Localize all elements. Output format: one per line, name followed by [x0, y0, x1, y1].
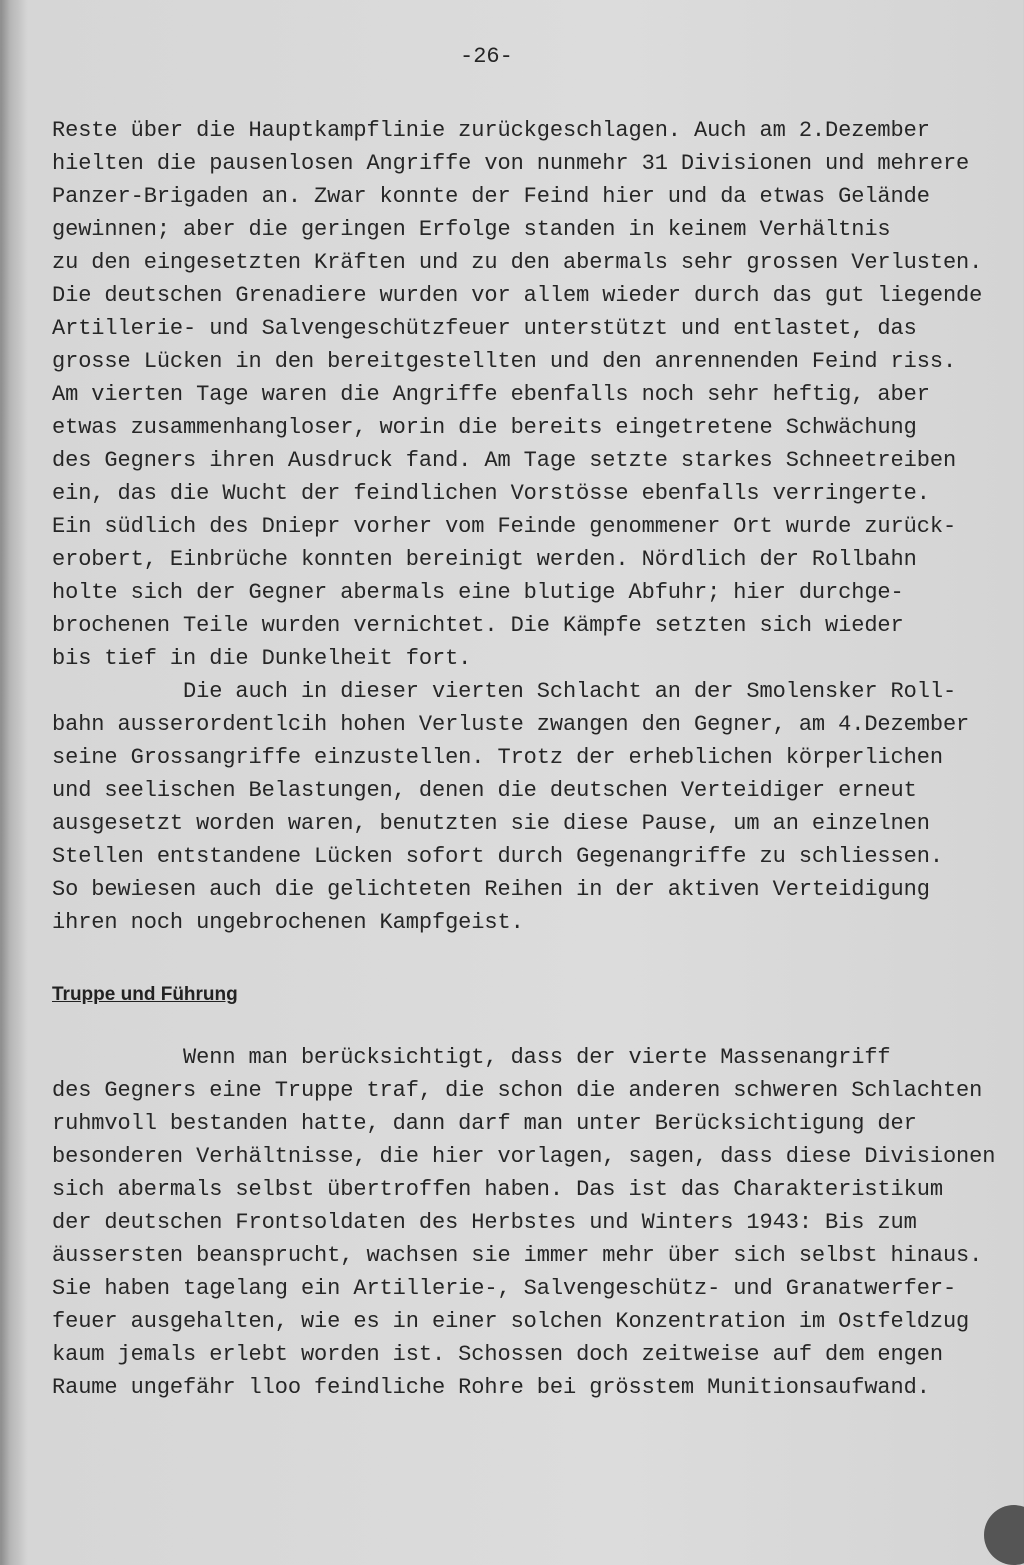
text-line: besonderen Verhältnisse, die hier vorlagen, sagen, dass diese Divisionen: [52, 1144, 996, 1169]
text-line: Reste über die Hauptkampflinie zurückgeschlagen. Auch am 2.Dezember: [52, 118, 930, 143]
text-line: bahn ausserordentlcih hohen Verluste zwangen den Gegner, am 4.Dezember: [52, 712, 970, 737]
text-line: äussersten beansprucht, wachsen sie immer mehr über sich selbst hinaus.: [52, 1243, 983, 1268]
section-heading: Truppe und Führung: [52, 984, 238, 1005]
text-line: gewinnen; aber die geringen Erfolge standen in keinem Verhältnis: [52, 217, 891, 242]
text-line: Die deutschen Grenadiere wurden vor allem wieder durch das gut liegende: [52, 283, 983, 308]
text-line: des Gegners eine Truppe traf, die schon die anderen schweren Schlachten: [52, 1078, 983, 1103]
text-line: Panzer-Brigaden an. Zwar konnte der Feind hier und da etwas Gelände: [52, 184, 930, 209]
text-line: Ein südlich des Dniepr vorher vom Feinde genommener Ort wurde zurück-: [52, 514, 957, 539]
text-line: ruhmvoll bestanden hatte, dann darf man unter Berücksichtigung der: [52, 1111, 917, 1136]
text-line: Am vierten Tage waren die Angriffe ebenfalls noch sehr heftig, aber: [52, 382, 930, 407]
text-line: brochenen Teile wurden vernichtet. Die Kämpfe setzten sich wieder: [52, 613, 904, 638]
page-number: -26-: [460, 44, 513, 69]
text-line: Raume ungefähr lloo feindliche Rohre bei grösstem Munitionsaufwand.: [52, 1375, 930, 1400]
text-line: der deutschen Frontsoldaten des Herbstes und Winters 1943: Bis zum: [52, 1210, 917, 1235]
text-line: Sie haben tagelang ein Artillerie-, Salvengeschütz- und Granatwerfer-: [52, 1276, 957, 1301]
text-line: Wenn man berücksichtigt, dass der vierte Massenangriff: [52, 1045, 891, 1070]
text-line: grosse Lücken in den bereitgestellten und den anrennenden Feind riss.: [52, 349, 957, 374]
text-line: erobert, Einbrüche konnten bereinigt werden. Nördlich der Rollbahn: [52, 547, 917, 572]
text-line: Artillerie- und Salvengeschützfeuer unterstützt und entlastet, das: [52, 316, 917, 341]
text-line: hielten die pausenlosen Angriffe von nunmehr 31 Divisionen und mehrere: [52, 151, 970, 176]
text-line: bis tief in die Dunkelheit fort.: [52, 646, 472, 671]
text-line: etwas zusammenhangloser, worin die bereits eingetretene Schwächung: [52, 415, 917, 440]
text-line: und seelischen Belastungen, denen die deutschen Verteidiger erneut: [52, 778, 917, 803]
text-line: des Gegners ihren Ausdruck fand. Am Tage setzte starkes Schneetreiben: [52, 448, 957, 473]
text-line: Die auch in dieser vierten Schlacht an der Smolensker Roll-: [52, 679, 957, 704]
text-line: feuer ausgehalten, wie es in einer solchen Konzentration im Ostfeldzug: [52, 1309, 970, 1334]
text-line: sich abermals selbst übertroffen haben. Das ist das Charakteristikum: [52, 1177, 943, 1202]
text-line: So bewiesen auch die gelichteten Reihen in der aktiven Verteidigung: [52, 877, 930, 902]
text-line: ihren noch ungebrochenen Kampfgeist.: [52, 910, 524, 935]
text-line: zu den eingesetzten Kräften und zu den abermals sehr grossen Verlusten.: [52, 250, 983, 275]
text-line: Stellen entstandene Lücken sofort durch Gegenangriffe zu schliessen.: [52, 844, 943, 869]
text-line: kaum jemals erlebt worden ist. Schossen doch zeitweise auf dem engen: [52, 1342, 943, 1367]
text-line: ausgesetzt worden waren, benutzten sie diese Pause, um an einzelnen: [52, 811, 930, 836]
page-corner-shadow: [984, 1505, 1024, 1565]
text-line: seine Grossangriffe einzustellen. Trotz der erheblichen körperlichen: [52, 745, 943, 770]
text-line: ein, das die Wucht der feindlichen Vorstösse ebenfalls verringerte.: [52, 481, 930, 506]
text-line: holte sich der Gegner abermals eine blutige Abfuhr; hier durchge-: [52, 580, 904, 605]
